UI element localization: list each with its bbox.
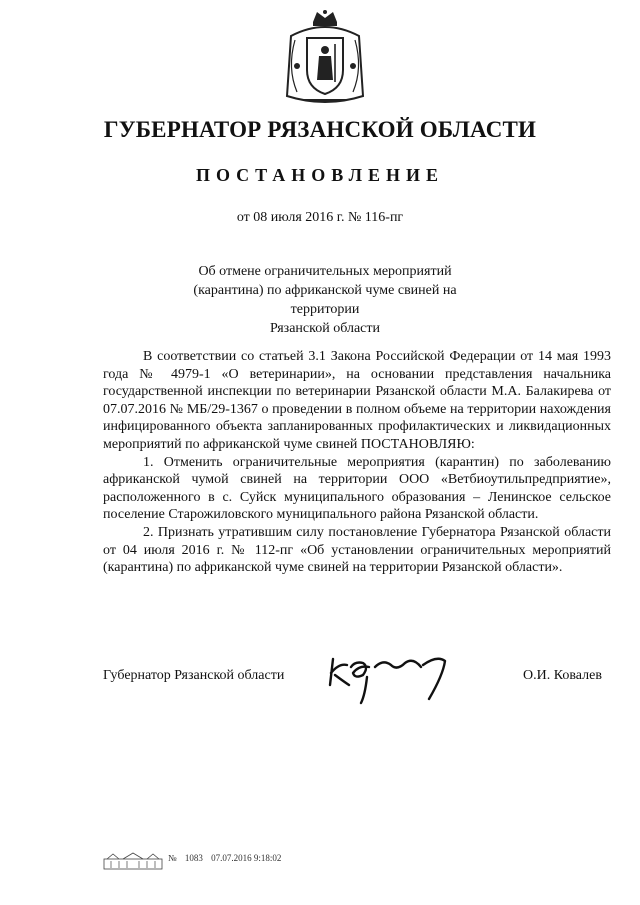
body-paragraph-item-2: 2. Признать утратившим силу постановление Губернатора Рязанской области от 04 июля 2016 г. № 112-пг «Об установлении ограничительных мероприятий (карантина) по африканской чуме свиней на территории Рязанской области». bbox=[103, 524, 611, 576]
registration-number: 1083 bbox=[184, 853, 203, 863]
registration-mark: № bbox=[168, 853, 177, 863]
subject-line: (карантина) по африканской чуме свиней на территории bbox=[193, 283, 457, 317]
document-body bbox=[103, 348, 611, 577]
signatory-name: О.И. Ковалев bbox=[523, 668, 602, 683]
page-title: ГУБЕРНАТОР РЯЗАНСКОЙ ОБЛАСТИ bbox=[103, 117, 537, 142]
coat-of-arms-icon bbox=[283, 8, 367, 108]
handwritten-signature bbox=[325, 645, 475, 705]
registration-stamp bbox=[168, 853, 287, 863]
signatory-role: Губернатор Рязанской области bbox=[103, 668, 285, 683]
subject-line: Об отмене ограничительных мероприятий bbox=[198, 264, 452, 279]
building-logo-icon bbox=[103, 851, 163, 871]
document-type: ПОСТАНОВЛЕНИЕ bbox=[195, 165, 445, 185]
document-subject bbox=[160, 262, 490, 338]
subject-line: Рязанской области bbox=[269, 321, 381, 336]
body-paragraph-item-1: 1. Отменить ограничительные мероприятия (карантин) по заболеванию африканской чумой свиней на территории ООО «Ветбиоутильпредприятие», расположенного в с. Суйск муниципального образования – Ленинское сельское поселение Старожиловского муниципального района Рязанской области. bbox=[103, 454, 611, 523]
document-date-number: от 08 июля 2016 г. № 116-пг bbox=[236, 210, 404, 225]
body-paragraph-intro: В соответствии со статьей 3.1 Закона Российской Федерации от 14 мая 1993 года № 4979-1 «О ветеринарии», на основании представления начальника государственной инспекции по ветеринарии Рязанской области М.А. Балакирева от 07.07.2016 № МБ/29-1367 о проведении в полном объеме на территории нахождения инфицированного объекта запланированных профилактических и ликвидационных мероприятий по африканской чуме свиней ПОСТАНОВЛЯЮ: bbox=[103, 349, 611, 452]
registration-timestamp: 07.07.2016 9:18:02 bbox=[211, 853, 282, 863]
